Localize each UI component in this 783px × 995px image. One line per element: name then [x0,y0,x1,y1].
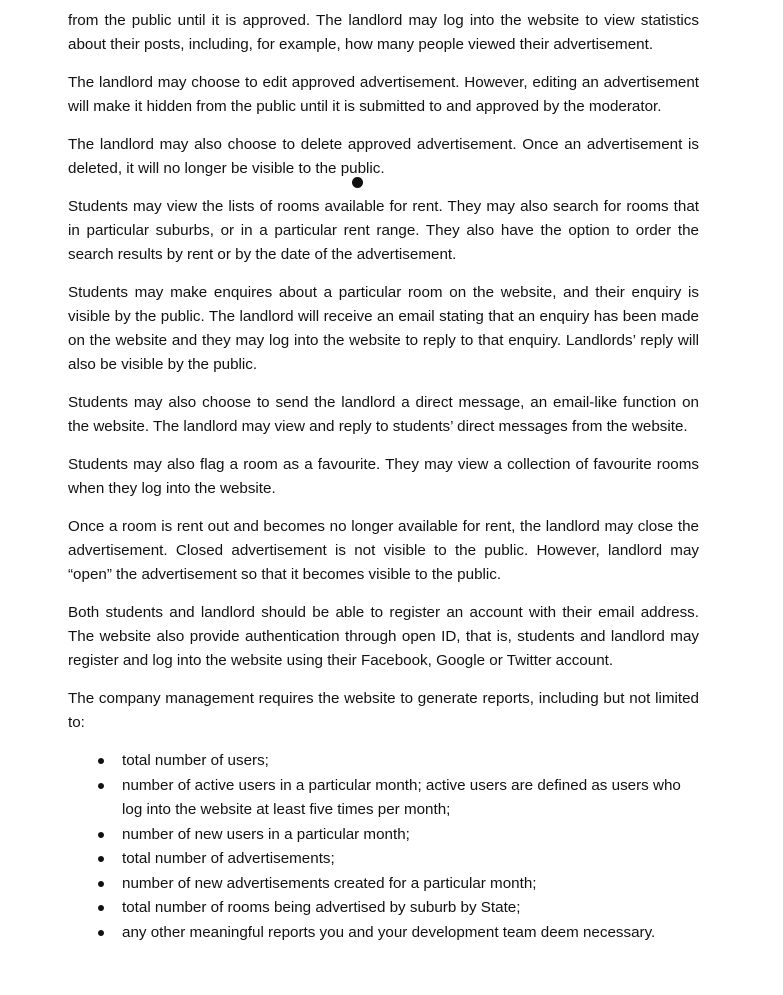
list-item-text: number of new users in a particular month; [122,825,410,843]
paragraph-edit-advertisement: The landlord may choose to edit approved advertisement. However, editing an advertisement will make it hidden from the public until it is submitted to and approved by the moderator. [68,74,699,115]
paragraph-favourites: Students may also flag a room as a favourite. They may view a collection of favourite rooms when they log into the website. [68,456,699,497]
list-item [68,921,699,946]
bullet-icon [98,881,104,887]
bullet-icon [98,930,104,936]
bullet-icon [98,832,104,838]
paragraph-delete-advertisement: The landlord may also choose to delete approved advertisement. Once an advertisement is deleted, it will no longer be visible to the public. [68,136,699,177]
list-item [68,774,699,823]
list-item-text: total number of users; [122,752,269,769]
paragraph-registration: Both students and landlord should be able to register an account with their email address. The website also provide authentication through open ID, that is, students and landlord may register and log into the website using their Facebook, Google or Twitter account. [68,604,699,669]
bullet-icon [98,758,104,764]
paragraph-approval-statistics: from the public until it is approved. The landlord may log into the website to view statistics about their posts, including, for example, how many people viewed their advertisement. [68,12,699,53]
document-page [68,9,699,945]
list-item-text: number of new advertisements created for a particular month; [122,874,537,892]
list-item [68,823,699,848]
paragraph-close-advertisement: Once a room is rent out and becomes no longer available for rent, the landlord may close the advertisement. Closed advertisement is not visible to the public. However, landlord may “open” the advertisement so that it becomes visible to the public. [68,518,699,583]
paragraph-direct-message: Students may also choose to send the landlord a direct message, an email-like function on the website. The landlord may view and reply to students’ direct messages from the website. [68,394,699,435]
list-item [68,872,699,897]
list-item-text: number of active users in a particular month; active users are defined as users who log into the website at least five times per month; [122,776,681,818]
list-item [68,847,699,872]
reports-bullet-list [68,749,699,945]
paragraph-view-search-rooms: Students may view the lists of rooms available for rent. They may also search for rooms that in particular suburbs, or in a particular rent range. They also have the option to order the search results by rent or by the date of the advertisement. [68,198,699,263]
bullet-icon [98,905,104,911]
list-item-text: total number of rooms being advertised by suburb by State; [122,899,521,916]
list-item [68,896,699,921]
paragraph-reports-intro: The company management requires the website to generate reports, including but not limited to: [68,690,699,731]
list-item-text: total number of advertisements; [122,850,335,867]
list-item [68,749,699,774]
bullet-icon [98,783,104,789]
paragraph-enquiries: Students may make enquires about a particular room on the website, and their enquiry is visible by the public. The landlord will receive an email stating that an enquiry has been made on the website and they may log into the website to reply to that enquiry. Landlords’ reply will also be visible by the public. [68,284,699,373]
cursor-dot-icon [352,177,363,188]
list-item-text: any other meaningful reports you and your development team deem necessary. [122,923,656,941]
bullet-icon [98,856,104,862]
